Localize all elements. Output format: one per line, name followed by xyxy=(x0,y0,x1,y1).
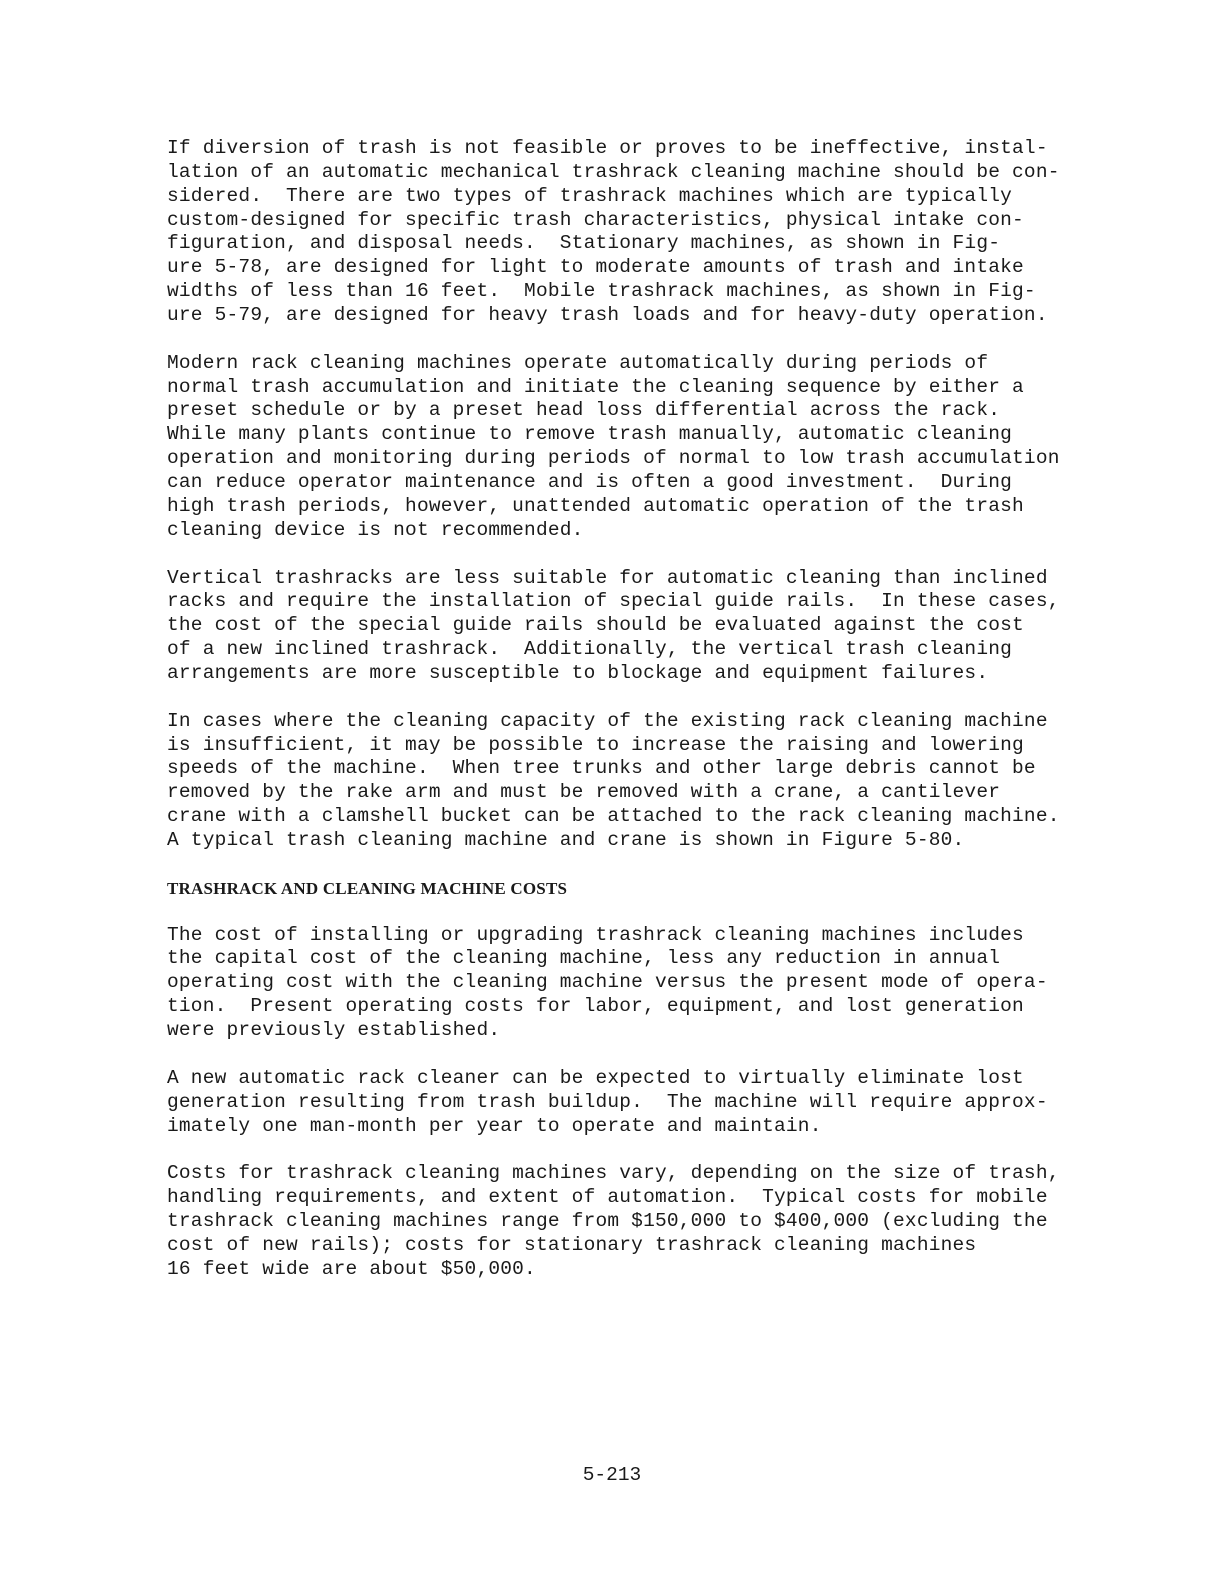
text-line: preset schedule or by a preset head loss differential across the rack. xyxy=(167,399,1001,422)
text-line: sidered. There are two types of trashrack machines which are typically xyxy=(167,184,1013,207)
text-line: If diversion of trash is not feasible or proves to be ineffective, instal- xyxy=(167,137,1048,159)
text-line: In cases where the cleaning capacity of the existing rack cleaning machine xyxy=(167,709,1048,732)
text-line: generation resulting from trash buildup. The machine will require approx- xyxy=(167,1090,1048,1113)
text-line: normal trash accumulation and initiate the cleaning sequence by either a xyxy=(167,375,1024,398)
text-line: speeds of the machine. When tree trunks and other large debris cannot be xyxy=(167,757,1036,780)
text-line: of a new inclined trashrack. Additionally, the vertical trash cleaning xyxy=(167,638,1013,661)
paragraph-1 xyxy=(167,137,1067,328)
text-line: widths of less than 16 feet. Mobile trashrack machines, as shown in Fig- xyxy=(167,280,1036,303)
text-line: cost of new rails); costs for stationary trashrack cleaning machines xyxy=(167,1233,977,1256)
text-line: can reduce operator maintenance and is often a good investment. During xyxy=(167,470,1013,493)
text-line: figuration, and disposal needs. Stationary machines, as shown in Fig- xyxy=(167,232,1001,255)
paragraph-3 xyxy=(167,567,1067,686)
text-line: arrangements are more susceptible to blockage and equipment failures. xyxy=(167,661,989,684)
paragraph-2 xyxy=(167,352,1067,543)
text-line: A new automatic rack cleaner can be expected to virtually eliminate lost xyxy=(167,1066,1024,1089)
text-line: operating cost with the cleaning machine versus the present mode of opera- xyxy=(167,971,1048,994)
text-line: tion. Present operating costs for labor, equipment, and lost generation xyxy=(167,995,1024,1018)
body-text xyxy=(167,137,1067,1306)
text-line: Modern rack cleaning machines operate automatically during periods of xyxy=(167,351,989,374)
paragraph-4 xyxy=(167,710,1067,853)
text-line: The cost of installing or upgrading trashrack cleaning machines includes xyxy=(167,923,1024,946)
text-line: 16 feet wide are about $50,000. xyxy=(167,1257,536,1280)
text-line: the capital cost of the cleaning machine, less any reduction in annual xyxy=(167,947,1001,970)
page-number: 5-213 xyxy=(582,1464,642,1486)
text-line: crane with a clamshell bucket can be attached to the rack cleaning machine. xyxy=(167,805,1060,828)
paragraph-6 xyxy=(167,1067,1067,1139)
text-line: handling requirements, and extent of automation. Typical costs for mobile xyxy=(167,1186,1048,1209)
text-line: ure 5-78, are designed for light to moderate amounts of trash and intake xyxy=(167,256,1024,279)
text-line: imately one man-month per year to operate and maintain. xyxy=(167,1114,822,1137)
text-line: Costs for trashrack cleaning machines vary, depending on the size of trash, xyxy=(167,1162,1060,1185)
text-line: removed by the rake arm and must be removed with a crane, a cantilever xyxy=(167,781,1001,804)
text-line: custom-designed for specific trash characteristics, physical intake con- xyxy=(167,208,1024,231)
text-line: operation and monitoring during periods of normal to low trash accumulation xyxy=(167,447,1060,470)
text-line: trashrack cleaning machines range from $150,000 to $400,000 (excluding the xyxy=(167,1210,1048,1233)
text-line: While many plants continue to remove trash manually, automatic cleaning xyxy=(167,423,1013,446)
text-line: is insufficient, it may be possible to increase the raising and lowering xyxy=(167,733,1024,756)
text-line: lation of an automatic mechanical trashrack cleaning machine should be con- xyxy=(167,160,1060,183)
text-line: Vertical trashracks are less suitable for automatic cleaning than inclined xyxy=(167,566,1048,589)
text-line: the cost of the special guide rails should be evaluated against the cost xyxy=(167,614,1024,637)
paragraph-5 xyxy=(167,924,1067,1043)
section-heading: TRASHRACK AND CLEANING MACHINE COSTS xyxy=(167,878,568,898)
text-line: high trash periods, however, unattended automatic operation of the trash xyxy=(167,494,1024,517)
text-line: ure 5-79, are designed for heavy trash loads and for heavy-duty operation. xyxy=(167,303,1048,326)
text-line: racks and require the installation of special guide rails. In these cases, xyxy=(167,590,1060,613)
paragraph-7 xyxy=(167,1162,1067,1281)
text-line: cleaning device is not recommended. xyxy=(167,518,584,541)
text-line: A typical trash cleaning machine and crane is shown in Figure 5-80. xyxy=(167,828,965,851)
text-line: were previously established. xyxy=(167,1019,501,1041)
